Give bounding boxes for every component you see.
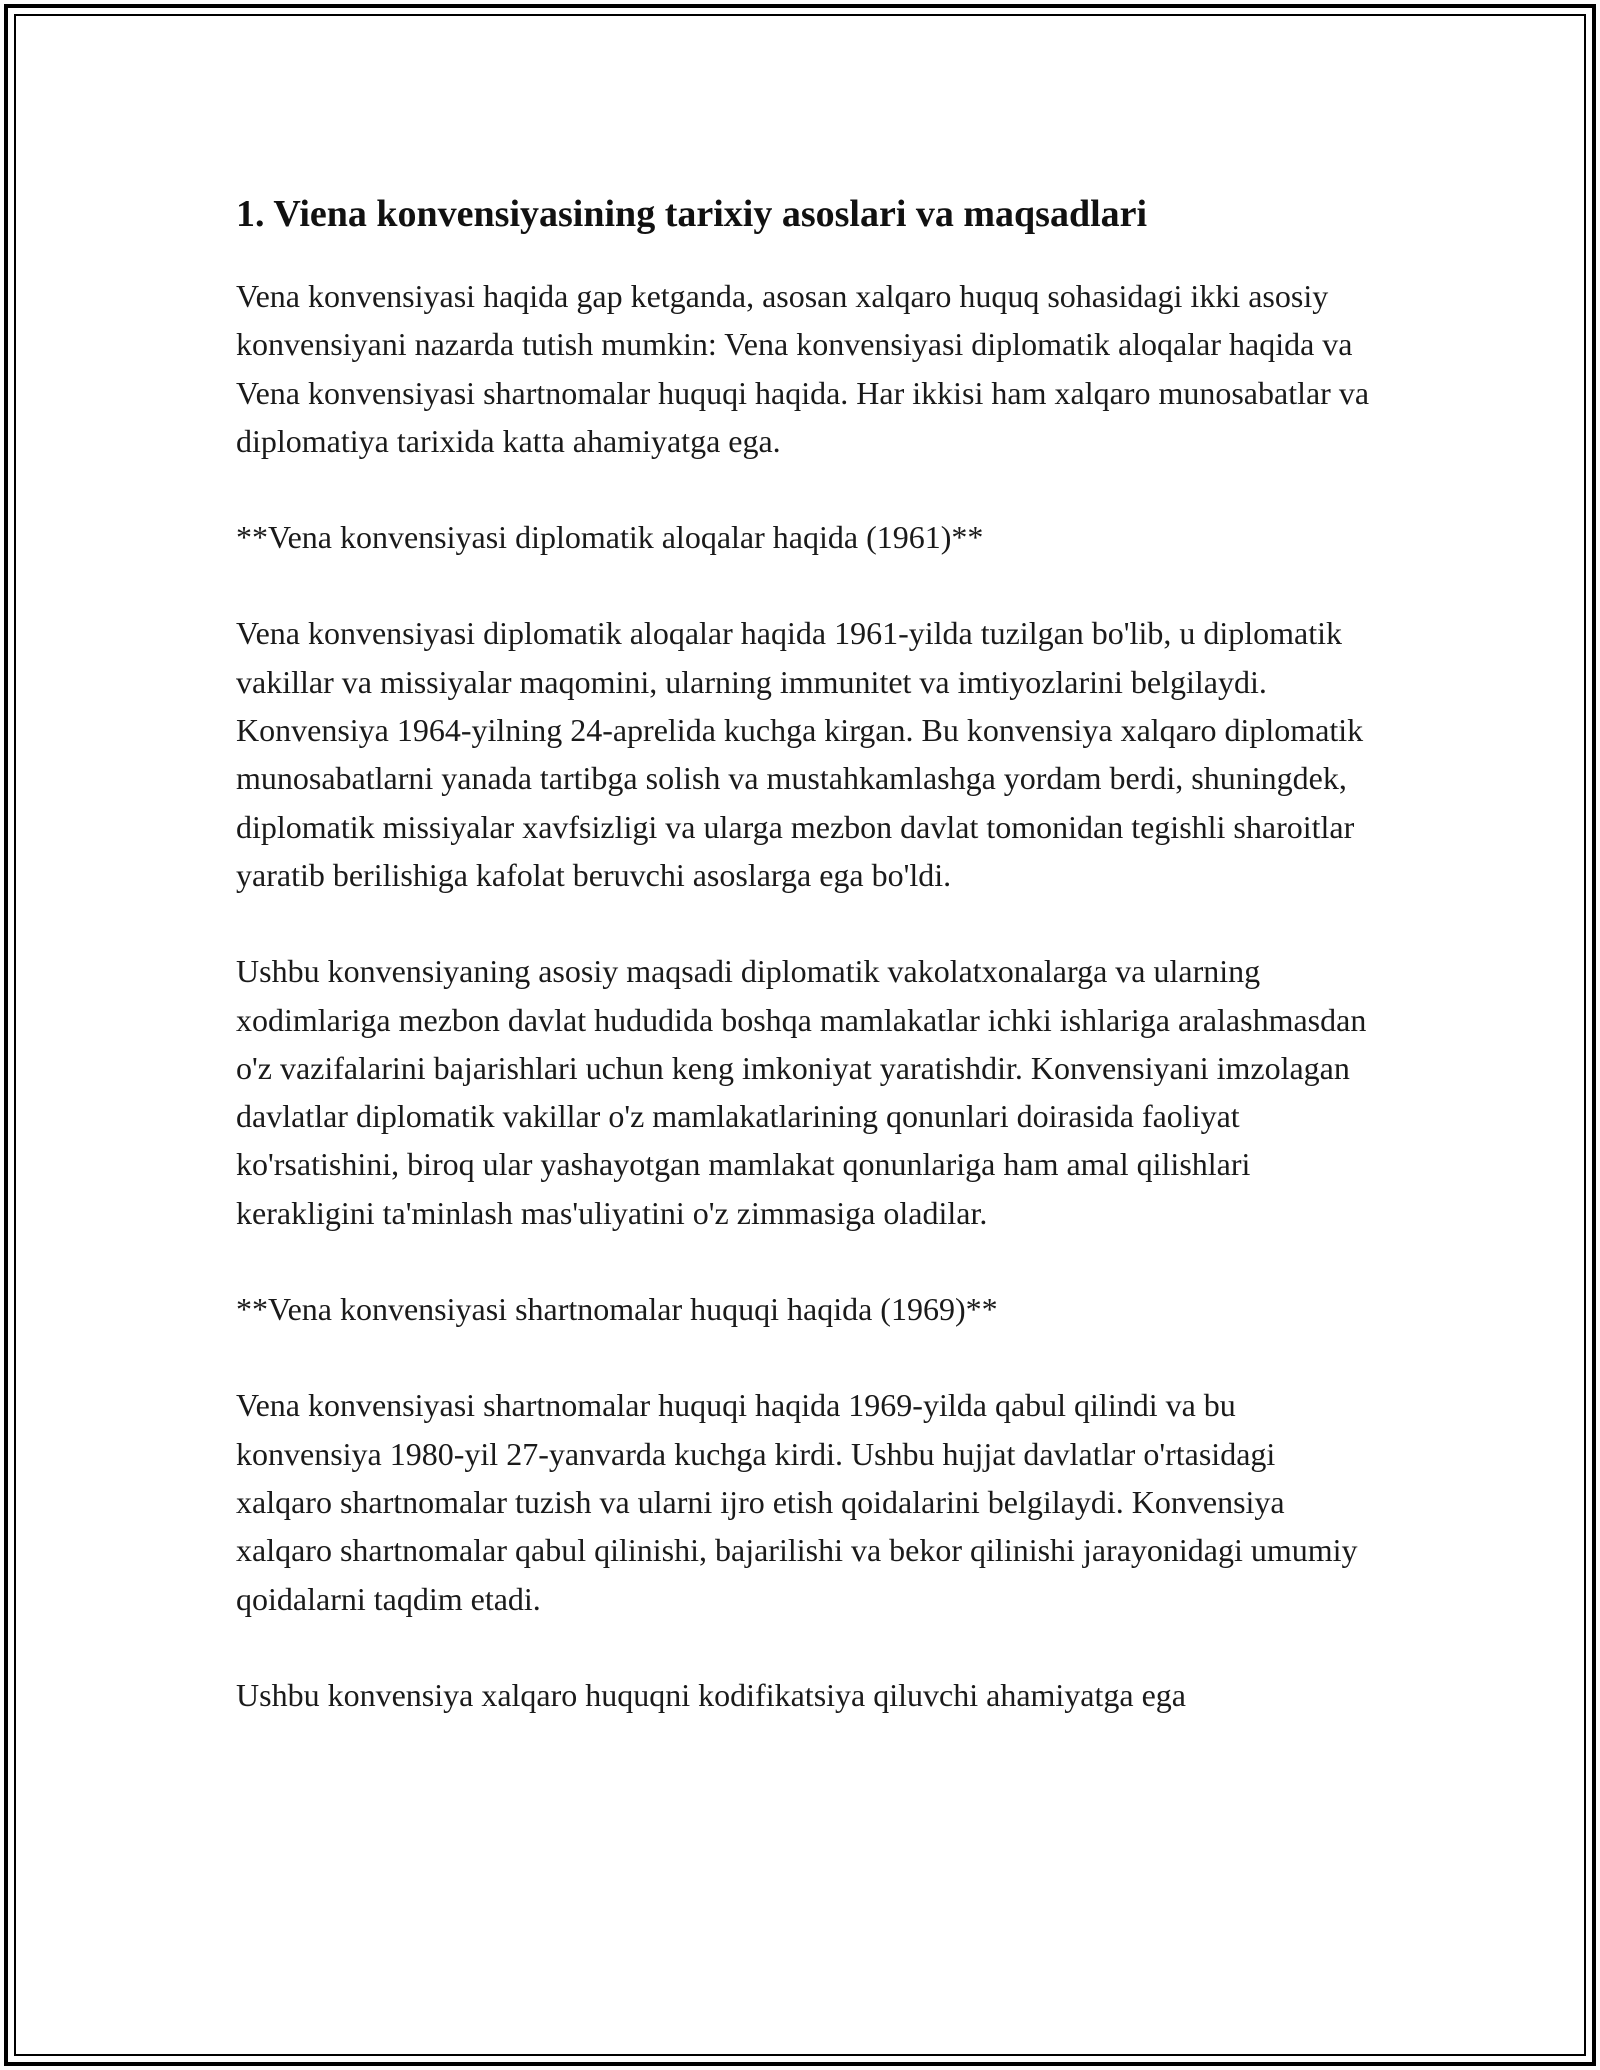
document-body	[236, 186, 1376, 1767]
paragraph-diplomatic-purpose: Ushbu konvensiyaning asosiy maqsadi diplomatik vakolatxonalarga va ularning xodimlariga mezbon davlat hududida boshqa mamlakatlar ichki ishlariga aralashmasdan o'z vazifalarini bajarishlari uchun keng imkoniyat yaratishdir. Konvensiyani imzolagan davlatlar diplomatik vakillar o'z mamlakatlarining qonunlari doirasida faoliyat ko'rsatishini, biroq ular yashayotgan mamlakat qonunlariga ham amal qilishlari kerakligini ta'minlash mas'uliyatini o'z zimmasiga oladilar.	[236, 953, 1367, 1231]
section-heading: 1. Viena konvensiyasining tarixiy asoslari va maqsadlari	[236, 193, 1148, 235]
subheading-diplomatic-relations: **Vena konvensiyasi diplomatik aloqalar haqida (1961)**	[236, 519, 984, 556]
subheading-treaty-law: **Vena konvensiyasi shartnomalar huquqi haqida (1969)**	[236, 1291, 998, 1328]
paragraph-treaty-law: Vena konvensiyasi shartnomalar huquqi haqida 1969-yilda qabul qilindi va bu konvensiya 1980-yil 27-yanvarda kuchga kirdi. Ushbu hujjat davlatlar o'rtasidagi xalqaro shartnomalar tuzish va ularni ijro etish qoidalarini belgilaydi. Konvensiya xalqaro shartnomalar qabul qilinishi, bajarilishi va bekor qilinishi jarayonidagi umumiy qoidalarni taqdim etadi.	[236, 1387, 1358, 1617]
paragraph-codification: Ushbu konvensiya xalqaro huquqni kodifikatsiya qiluvchi ahamiyatga ega	[236, 1676, 1186, 1713]
paragraph-diplomatic-history: Vena konvensiyasi diplomatik aloqalar haqida 1961-yilda tuzilgan bo'lib, u diplomatik vakillar va missiyalar maqomini, ularning immunitet va imtiyozlarini belgilaydi. Konvensiya 1964-yilning 24-aprelida kuchga kirgan. Bu konvensiya xalqaro diplomatik munosabatlarni yanada tartibga solish va mustahkamlashga yordam berdi, shuningdek, diplomatik missiyalar xavfsizligi va ularga mezbon davlat tomonidan tegishli sharoitlar yaratib berilishiga kafolat beruvchi asoslarga ega bo'ldi.	[236, 615, 1364, 893]
paragraph-intro: Vena konvensiyasi haqida gap ketganda, asosan xalqaro huquq sohasidagi ikki asosiy konvensiyani nazarda tutish mumkin: Vena konvensiyasi diplomatik aloqalar haqida va Vena konvensiyasi shartnomalar huquqi haqida. Har ikkisi ham xalqaro munosabatlar va diplomatiya tarixida katta ahamiyatga ega.	[236, 278, 1370, 459]
